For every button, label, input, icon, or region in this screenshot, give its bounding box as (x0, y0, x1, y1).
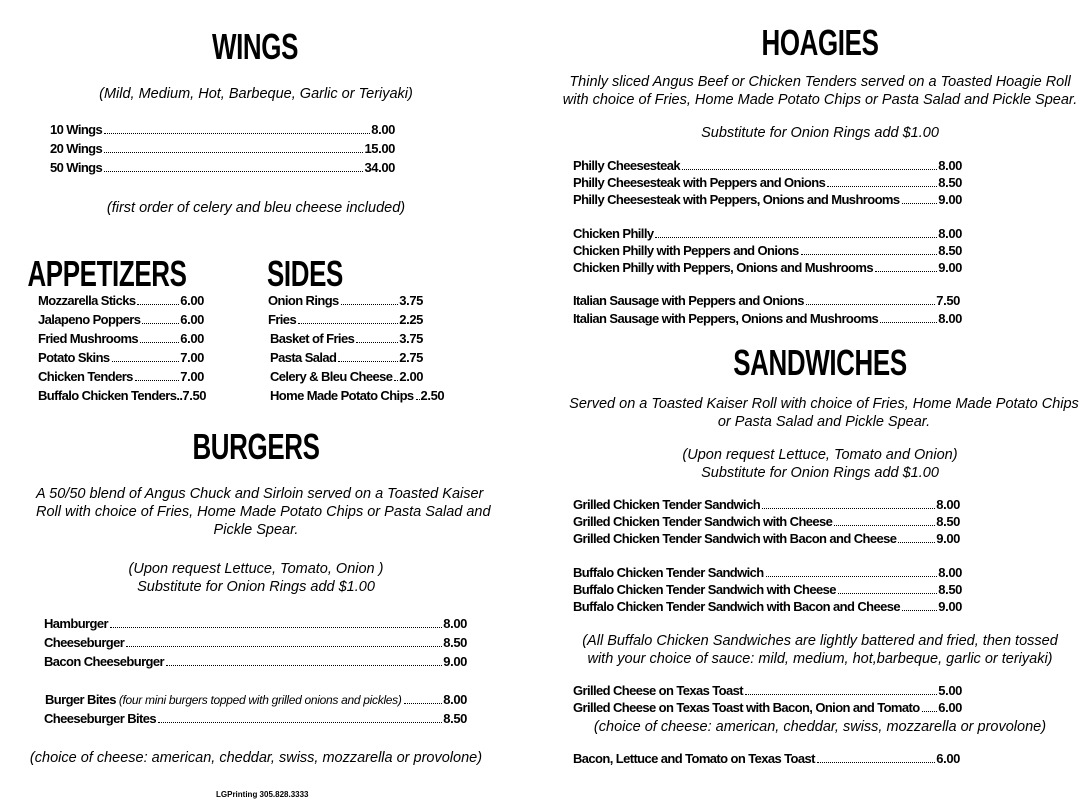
item-price: 8.00 (938, 565, 962, 580)
item-price: 9.00 (938, 599, 962, 614)
item-price: 8.00 (443, 616, 467, 631)
item-name: Chicken Philly with Peppers, Onions and Mushrooms (573, 260, 873, 275)
item-price: 8.50 (443, 711, 467, 726)
menu-item (44, 634, 467, 652)
item-name: Grilled Chicken Tender Sandwich with Bacon and Cheese (573, 531, 897, 546)
menu-item (268, 292, 423, 310)
item-name: Hamburger (44, 616, 108, 631)
item-name: Basket of Fries (270, 331, 355, 346)
burgers-desc-line: Pickle Spear. (213, 522, 299, 538)
menu-item (573, 157, 962, 175)
item-name: Cheeseburger Bites (44, 711, 157, 726)
menu-item (268, 311, 423, 329)
menu-item (44, 653, 467, 671)
burgers-desc-line: A 50/50 blend of Angus Chuck and Sirloin served on a Toasted Kaiser (36, 486, 484, 502)
item-price: 9.00 (936, 531, 960, 546)
burgers-cheese-note: (choice of cheese: american, cheddar, swiss, mozzarella or provolone) (29, 750, 483, 766)
item-price: 3.75 (399, 331, 423, 346)
item-name: Celery & Bleu Cheese (270, 369, 393, 384)
wings-note: (first order of celery and bleu cheese included) (106, 200, 406, 216)
sandwiches-request-line: Substitute for Onion Rings add $1.00 (701, 465, 939, 481)
menu-item (270, 368, 423, 386)
item-price: 34.00 (364, 160, 395, 175)
item-price: 2.00 (399, 369, 424, 384)
item-name: Mozzarella Sticks (38, 293, 136, 308)
item-name: Chicken Tenders (38, 369, 133, 384)
menu-item (38, 292, 204, 310)
item-price: 8.50 (938, 582, 962, 597)
sandwiches-desc-line: or Pasta Salad and Pickle Spear. (717, 414, 931, 430)
item-name: Grilled Chicken Tender Sandwich with Cheese (573, 514, 833, 529)
burgers-title: BURGERS (192, 426, 320, 467)
item-price: 9.00 (443, 654, 467, 669)
item-price: 6.00 (180, 293, 204, 308)
item-name: Jalapeno Poppers (38, 312, 141, 327)
sandwiches-desc-line: Served on a Toasted Kaiser Roll with choice of Fries, Home Made Potato Chips (569, 396, 1079, 412)
menu-item (573, 310, 962, 328)
item-price: 9.00 (938, 260, 962, 275)
item-price: 15.00 (364, 141, 395, 156)
item-name: Grilled Cheese on Texas Toast with Bacon, Onion and Tomato (573, 700, 920, 715)
item-price: 7.00 (180, 369, 204, 384)
menu-item (573, 242, 962, 260)
hoagies-desc-line: Thinly sliced Angus Beef or Chicken Tenders served on a Toasted Hoagie Roll (569, 74, 1071, 90)
item-name: Italian Sausage with Peppers and Onions (573, 293, 804, 308)
item-price: 8.00 (936, 497, 960, 512)
menu-item (573, 174, 962, 192)
menu-item (270, 387, 445, 405)
menu-item (573, 292, 960, 310)
menu-item (573, 699, 962, 717)
item-name: Grilled Cheese on Texas Toast (573, 683, 743, 698)
menu-item (573, 259, 962, 277)
item-price: 7.00 (180, 350, 204, 365)
item-name: Chicken Philly with Peppers and Onions (573, 243, 799, 258)
item-note: (four mini burgers topped with grilled onions and pickles) (118, 693, 402, 707)
item-price: 9.00 (938, 192, 962, 207)
item-price: 7.50 (936, 293, 960, 308)
burgers-request-line: Substitute for Onion Rings add $1.00 (137, 579, 375, 595)
sandwiches-title: SANDWICHES (733, 342, 907, 383)
menu-item (50, 159, 395, 177)
menu-item (45, 691, 467, 709)
appetizers-title: APPETIZERS (27, 253, 187, 294)
item-name: Philly Cheesesteak with Peppers and Onions (573, 175, 826, 190)
item-name: Bacon, Lettuce and Tomato on Texas Toast (573, 751, 815, 766)
item-price: 8.00 (938, 226, 962, 241)
item-price: 8.50 (938, 243, 962, 258)
item-name: Onion Rings (268, 293, 339, 308)
item-price: 8.50 (443, 635, 467, 650)
item-price: 8.00 (938, 311, 962, 326)
item-price: 8.50 (936, 514, 960, 529)
item-price: 5.00 (938, 683, 962, 698)
menu-item (573, 598, 962, 616)
item-name: Buffalo Chicken Tender Sandwich (573, 565, 764, 580)
menu-item (270, 330, 423, 348)
hoagies-substitute: Substitute for Onion Rings add $1.00 (701, 125, 939, 141)
item-price: 8.50 (938, 175, 962, 190)
item-price: 3.75 (399, 293, 423, 308)
item-name: Burger Bites (45, 692, 116, 707)
hoagies-title: HOAGIES (761, 22, 879, 63)
menu-item (573, 581, 962, 599)
item-name: 10 Wings (50, 122, 103, 137)
sides-title: SIDES (266, 253, 343, 294)
item-name: Pasta Salad (270, 350, 337, 365)
wings-flavors: (Mild, Medium, Hot, Barbeque, Garlic or Teriyaki) (99, 86, 413, 102)
menu-item (573, 496, 960, 514)
item-name: Chicken Philly (573, 226, 654, 241)
item-price: 6.00 (180, 331, 204, 346)
item-name: Grilled Chicken Tender Sandwich (573, 497, 761, 512)
buffalo-note-line: (All Buffalo Chicken Sandwiches are lightly battered and fried, then tossed (582, 633, 1058, 649)
menu-item (44, 615, 467, 633)
item-name: Buffalo Chicken Tender Sandwich with Bacon and Cheese (573, 599, 900, 614)
menu-item (50, 140, 395, 158)
item-price: 6.00 (936, 751, 960, 766)
menu-item (573, 191, 962, 209)
item-name: 50 Wings (50, 160, 103, 175)
item-name: Bacon Cheeseburger (44, 654, 164, 669)
item-name: 20 Wings (50, 141, 103, 156)
menu-item (38, 368, 204, 386)
item-name: Buffalo Chicken Tenders.. (38, 388, 183, 403)
item-name: Buffalo Chicken Tender Sandwich with Cheese (573, 582, 836, 597)
item-price: 8.00 (938, 158, 962, 173)
item-name: Philly Cheesesteak (573, 158, 680, 173)
menu-item (50, 121, 395, 139)
item-price: 2.75 (399, 350, 423, 365)
item-price: 8.00 (443, 692, 467, 707)
menu-item (270, 349, 423, 367)
burgers-desc-line: Roll with choice of Fries, Home Made Potato Chips or Pasta Salad and (36, 504, 491, 520)
item-price: 7.50 (182, 388, 207, 403)
item-price: 2.50 (420, 388, 445, 403)
item-price: 2.25 (399, 312, 423, 327)
menu-item (573, 750, 960, 768)
wings-title: WINGS (211, 26, 299, 67)
item-name: Home Made Potato Chips (270, 388, 414, 403)
menu-item (573, 225, 962, 243)
burgers-request-line: (Upon request Lettuce, Tomato, Onion ) (128, 561, 384, 577)
menu-item (44, 710, 467, 728)
item-name: Fried Mushrooms (38, 331, 139, 346)
menu-item (38, 349, 204, 367)
item-name: Potato Skins (38, 350, 110, 365)
menu-item (573, 564, 962, 582)
buffalo-note-line: with your choice of sauce: mild, medium, hot,barbeque, garlic or teriyaki) (587, 651, 1053, 667)
item-price: 6.00 (180, 312, 204, 327)
hoagies-desc-line: with choice of Fries, Home Made Potato Chips or Pasta Salad and Pickle Spear. (562, 92, 1078, 108)
item-name: Philly Cheesesteak with Peppers, Onions and Mushrooms (573, 192, 900, 207)
menu-item (38, 330, 204, 348)
sandwiches-cheese-note: (choice of cheese: american, cheddar, swiss, mozzarella or provolone) (593, 719, 1047, 735)
item-name: Italian Sausage with Peppers, Onions and Mushrooms (573, 311, 879, 326)
printer-credit: LGPrinting 305.828.3333 (216, 790, 309, 799)
menu-item (573, 682, 962, 700)
item-name: Cheeseburger (44, 635, 125, 650)
item-price: 8.00 (371, 122, 395, 137)
item-name: Fries (268, 312, 297, 327)
sandwiches-request-line: (Upon request Lettuce, Tomato and Onion) (682, 447, 958, 463)
menu-item (38, 387, 207, 405)
menu-item (573, 513, 960, 531)
item-price: 6.00 (938, 700, 962, 715)
menu-item (38, 311, 204, 329)
menu-item (573, 530, 960, 548)
